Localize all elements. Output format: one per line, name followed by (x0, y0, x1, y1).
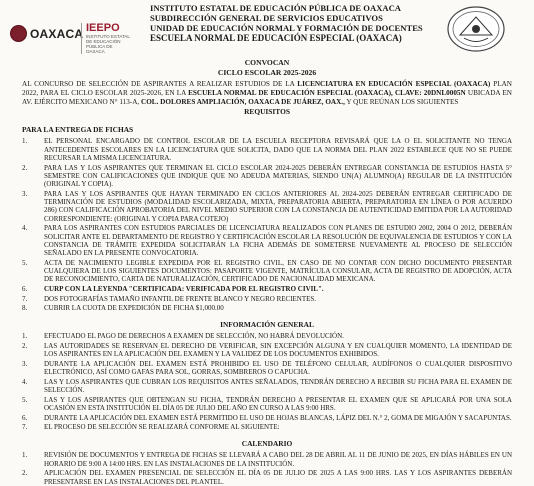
list-item: 1. EFECTUADO EL PAGO DE DERECHOS A EXAMEN DE SELECCIÓN, NO HABRÁ DEVOLUCIÓN. (22, 332, 344, 341)
institution-line: SUBDIRECCIÓN GENERAL DE SERVICIOS EDUCATIVOS (150, 13, 383, 23)
list-item: 3. DURANTE LA APLICACIÓN DEL EXAMEN ESTÁ PROHIBIDO EL USO DE TELÉFONO CELULAR, AUDÍFONOS O CUALQUIER DISPOSITIVO ELECTRÓNICO, ASÍ COMO GAFAS PARA SOL, GORRAS, SOMBREROS O CAPUCHA. (22, 359, 512, 377)
list-item: 1. REVISIÓN DE DOCUMENTOS Y ENTREGA DE FICHAS SE LLEVARÁ A CABO DEL 28 DE ABRIL AL 11 DE JUNIO DE 2025, EN DÍAS HÁBILES EN UN HORARIO DE 9:00 A 14:00 HRS. EN LAS INSTALACIONES DE LA INSTITUCIÓN. (22, 451, 512, 468)
entrega-section-title: PARA LA ENTREGA DE FICHAS (22, 125, 134, 135)
ciclo-title: CICLO ESCOLAR 2025-2026 (217, 67, 317, 77)
list-item: 2. PARA LAS Y LOS ASPIRANTES QUE TERMINAN EL CICLO ESCOLAR 2024-2025 DEBERÁN ENTREGAR CONSTANCIA DE ESTUDIOS HASTA 5° SEMESTRE CON CALIFICACIONES QUE INDIQUE QUE NO ADEUDA MATERIAS, SIENDO UN(A) ALUMNO(A) REGULAR DE LA INSTITUCIÓN (ORIGINAL Y COPIA). (22, 163, 512, 189)
intro-bold-colonia: COL. DOLORES AMPLIACIÓN, OAXACA DE JUÁREZ, OAX., (141, 97, 345, 106)
list-item: 6. CURP CON LA LEYENDA "CERTIFICADA: VERIFICADA POR EL REGISTRO CIVIL". (22, 284, 324, 293)
list-item: 5. LAS Y LOS ASPIRANTES QUE OBTENGAN SU FICHA, TENDRÁN DERECHO A PRESENTAR EL EXAMEN QUE SE APLICARÁ POR UNA SOLA OCASIÓN EN ESTA INSTITUCIÓN EL DÍA 05 DE JULIO DEL AÑO EN CURSO A LAS 9:00 HRS. (22, 395, 512, 412)
calendario-section-title: CALENDARIO (241, 439, 293, 449)
convocan-title: CONVOCAN (244, 58, 290, 67)
list-item: 6. DURANTE LA APLICACIÓN DEL EXAMEN ESTÁ PERMITIDO EL USO DE HOJAS BLANCAS, LÁPIZ DEL N.° 2, GOMA DE MIGAJÓN Y SACAPUNTAS. (22, 413, 512, 422)
intro-text: UBICADA EN AV. EJÉRCITO MEXICANO N° 113-A, (22, 88, 512, 106)
general-list (22, 332, 512, 431)
list-item: 1. EL PERSONAL ENCARGADO DE CONTROL ESCOLAR DE LA ESCUELA RECEPTORA REVISARÁ QUE LA O EL SOLICITANTE NO TENGA ANTECEDENTES ESCOLARES EN LA LICENCIATURA QUE SOLICITA, DADO QUE LA NORMA DEL PLAN 2022 ESTABLECE QUE NO SE PUEDE RECURSAR LA MISMA LICENCIATURA. (22, 137, 512, 162)
list-item: 4. PARA LOS ASPIRANTES CON ESTUDIOS PARCIALES DE LICENCIATURA REALIZADOS CON PLANES DE ESTUDIO 2002, 2004 O 2012, DEBERÁN SOLICITAR ANTE EL DEPARTAMENTO DE REGISTRO Y CERTIFICACIÓN ESCOLAR LA RESOLUCIÓN DE EQUIVALENCIA DE ESTUDIOS Y CON LA CONSTANCIA DE TRÁMITE EXPEDIDA SOLICITARÁN LA FICHA ADEMÁS DE SOMETERSE NUEVAMENTE AL PROCESO DE SELECCIÓN SEÑALADO EN LA PRESENTE CONVOCATORIA. (22, 224, 512, 258)
institution-line: INSTITUTO ESTATAL DE EDUCACIÓN PÚBLICA DE OAXACA (150, 3, 402, 13)
list-item: 3. PARA LAS Y LOS ASPIRANTES QUE HAYAN TERMINADO EN CICLOS ANTERIORES AL 2024-2025 DEBERÁN ENTREGAR CERTIFICADO DE TERMINACIÓN DE ESTUDIOS (MODALIDAD ESCOLARIZADA, MIXTA, PREPARATORIA ABIERTA, PREPARATORIA EN LÍNEA O POR ACUERDO 286) CON CALIFICACIÓN APROBATORIA DEL NIVEL MEDIO SUPERIOR CON LA CONSTANCIA DE AUTENTICIDAD EMITIDA POR LA AUTORIDAD CORRESPONDIENTE: (ORIGINAL Y COPIA PARA COTEJO) (22, 189, 512, 223)
institution-line: UNIDAD DE EDUCACIÓN NORMAL Y FORMACIÓN DE DOCENTES (150, 23, 423, 33)
list-item: 7. DOS FOTOGRAFÍAS TAMAÑO INFANTIL DE FRENTE BLANCO Y NEGRO RECIENTES. (22, 294, 317, 303)
document-header (0, 0, 534, 58)
oaxaca-seal-icon (10, 25, 27, 42)
oaxaca-logo (10, 25, 83, 42)
ieepo-logo-subtitle: INSTITUTO ESTATAL DE EDUCACIÓN PÚBLICA DE OAXACA (86, 34, 130, 54)
intro-bold-escuela: ESCUELA NORMAL DE EDUCACIÓN ESPECIAL (OAXACA), CLAVE: 20DNL0005N (188, 88, 466, 97)
calendario-list (22, 451, 512, 485)
intro-text: PLAN 2022, PARA EL CICLO ESCOLAR 2025-2026, EN LA (22, 80, 512, 97)
list-item: 5. ACTA DE NACIMIENTO LEGIBLE EXPEDIDA POR EL REGISTRO CIVIL, EN CASO DE NO CONTAR CON DICHO DOCUMENTO PRESENTAR CUALQUIERA DE LOS SIGUIENTES DOCUMENTOS: PASAPORTE VIGENTE, MATRÍCULA CONSULAR, ACTA DE REGISTRO DE ADOPCIÓN, ACTA DE RECONOCIMIENTO, CARTA DE NATURALIZACIÓN, CERTIFICADO DE NACIONALIDAD MEXICANA. (22, 258, 512, 284)
intro-text: Y QUE REÚNAN LOS SIGUIENTES (344, 97, 459, 106)
general-section-title: INFORMACIÓN GENERAL (220, 320, 314, 330)
oaxaca-logo-text: OAXACA (30, 26, 84, 41)
ieepo-logo-text: IEEPO (86, 22, 120, 34)
convocan-heading (0, 58, 534, 77)
list-item: 7. EL PROCESO DE SELECCIÓN SE REALIZARÁ CONFORME AL SIGUIENTE: (22, 423, 280, 432)
institution-block (150, 3, 423, 43)
intro-text: AL CONCURSO DE SELECCIÓN DE ASPIRANTES A REALIZAR ESTUDIOS DE LA (22, 80, 298, 88)
list-item: 2. APLICACIÓN DEL EXAMEN PRESENCIAL DE SELECCIÓN EL DÍA 05 DE JULIO DE 2025 A LAS 9:00 HRS. LAS Y LOS ASPIRANTES DEBERÁN PRESENTARSE EN LAS INSTALACIONES DEL PLANTEL. (22, 469, 512, 486)
list-item: 4. LAS Y LOS ASPIRANTES QUE CUBRAN LOS REQUISITOS ANTES SEÑALADOS, TENDRÁN DERECHO A RECIBIR SU FICHA PARA EL EXAMEN DE SELECCIÓN. (22, 377, 512, 395)
intro-paragraph (22, 80, 512, 106)
list-item: 2. LAS AUTORIDADES SE RESERVAN EL DERECHO DE VERIFICAR, SIN EXCEPCIÓN ALGUNA Y EN CUALQUIER MOMENTO, LA IDENTIDAD DE LOS ASPIRANTES EN LA APLICACIÓN DEL EXAMEN Y LA VALIDEZ DE LOS DOCUMENTOS EXHIBIDOS. (22, 342, 512, 359)
list-item: 8. CUBRIR LA CUOTA DE EXPEDICIÓN DE FICHA $1,000.00 (22, 304, 224, 313)
institution-line: ESCUELA NORMAL DE EDUCACIÓN ESPECIAL (OAXACA) (150, 33, 402, 43)
entrega-list (22, 137, 512, 312)
school-emblem-icon (446, 5, 506, 53)
requisitos-heading: REQUISITOS (244, 107, 290, 117)
ieepo-logo (81, 23, 130, 54)
intro-bold-licenciatura: LICENCIATURA EN EDUCACIÓN ESPECIAL (OAXACA) (297, 80, 491, 88)
